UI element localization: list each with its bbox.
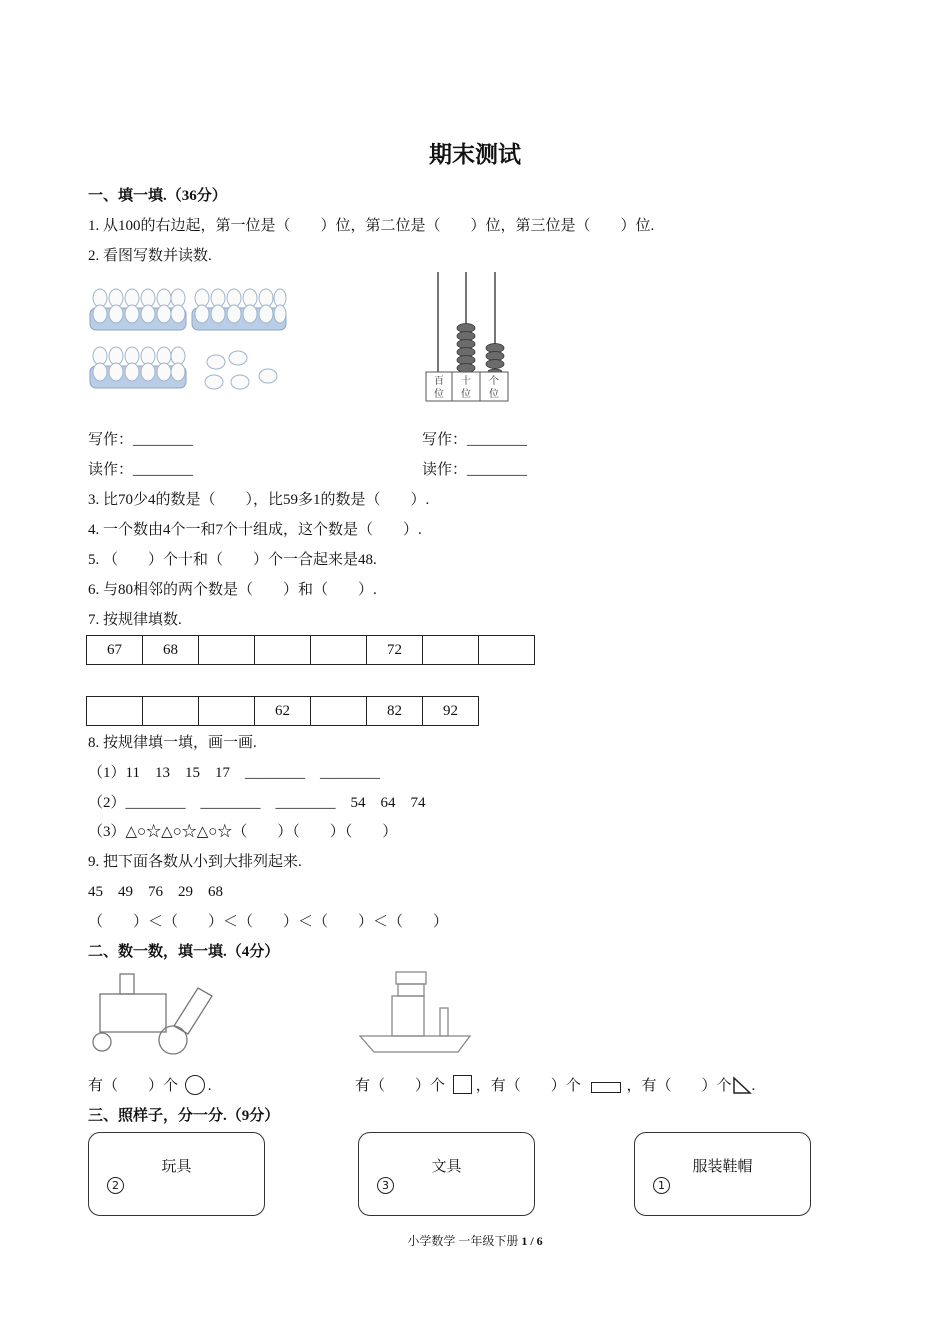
count-circles-text [88, 1074, 212, 1095]
sequence-cell[interactable] [87, 697, 143, 726]
count-rectangles-label: ，有（ ）个 [475, 1078, 581, 1094]
category-number: 3 [377, 1177, 394, 1194]
question-6: 6. 与80相邻的两个数是（ ）和（ ）. [88, 582, 377, 598]
period: . [751, 1078, 756, 1094]
count-triangles-label: ，有（ ）个 [626, 1078, 732, 1094]
question-9-ordering: （ ）＜（ ）＜（ ）＜（ ）＜（ ） [88, 914, 449, 930]
category-box-stationery [358, 1132, 535, 1216]
category-number: 2 [107, 1177, 124, 1194]
category-box-toys [88, 1132, 265, 1216]
sequence-cell[interactable] [199, 697, 255, 726]
count-circles-label: 有（ ）个 [88, 1078, 179, 1094]
sequence-cell: 67 [87, 636, 143, 665]
question-8-part-3: （3）△○☆△○☆△○☆（ ）（ ）（ ） [88, 824, 398, 840]
category-number: 1 [653, 1177, 670, 1194]
sequence-cell: 92 [423, 697, 479, 726]
abacus-label-tens: 十 [461, 376, 471, 387]
question-2: 2. 看图写数并读数. [88, 248, 212, 264]
count-shapes-text [355, 1074, 755, 1095]
triangle-icon [732, 1076, 752, 1094]
svg-text:位: 位 [489, 389, 499, 400]
sequence-cell[interactable] [423, 636, 479, 665]
section-2-header: 二、数一数，填一填.（4分） [88, 944, 280, 960]
sequence-cell[interactable] [143, 697, 199, 726]
question-8-part-1: （1）11 13 15 17 ________ ________ [88, 765, 380, 781]
category-box-clothing [634, 1132, 811, 1216]
sequence-cell: 72 [367, 636, 423, 665]
question-1: 1. 从100的右边起，第一位是（ ）位，第二位是（ ）位，第三位是（ ）位. [88, 218, 655, 234]
section-1-header: 一、填一填.（36分） [88, 188, 227, 204]
svg-text:位: 位 [461, 389, 471, 400]
sequence-cell[interactable] [199, 636, 255, 665]
question-7: 7. 按规律填数. [88, 612, 182, 628]
svg-text:位: 位 [434, 389, 444, 400]
question-8: 8. 按规律填一填，画一画. [88, 735, 257, 751]
square-icon [453, 1075, 472, 1094]
abacus-label-ones: 个 [489, 376, 499, 387]
page-number: 1 / 6 [521, 1234, 543, 1248]
sequence-cell[interactable] [311, 697, 367, 726]
write-answer-right: 写作：________ [422, 432, 528, 448]
question-4: 4. 一个数由4个一和7个十组成，这个数是（ ）. [88, 522, 422, 538]
question-9-numbers: 45 49 76 29 68 [88, 884, 224, 900]
period: . [207, 1078, 212, 1094]
circle-icon [185, 1075, 205, 1095]
tractor-shape-figure [88, 970, 218, 1058]
sequence-table-1 [86, 635, 535, 665]
abacus-illustration [420, 268, 515, 403]
category-label: 文具 [431, 1159, 462, 1175]
category-label: 玩具 [161, 1159, 192, 1175]
footer-text: 小学数学 一年级下册 [407, 1234, 522, 1248]
sequence-cell[interactable] [255, 636, 311, 665]
egg-cartons-illustration [88, 282, 288, 402]
question-3: 3. 比70少4的数是（ ），比59多1的数是（ ）. [88, 492, 430, 508]
question-8-part-2: （2）________ ________ ________ 54 64 74 [88, 795, 426, 811]
sequence-cell[interactable] [479, 636, 535, 665]
page-footer [0, 1232, 950, 1249]
sequence-cell: 68 [143, 636, 199, 665]
count-squares-label: 有（ ）个 [355, 1078, 446, 1094]
section-3-header: 三、照样子，分一分.（9分） [88, 1108, 280, 1124]
read-answer-right: 读作：________ [422, 462, 528, 478]
rectangle-icon [591, 1082, 621, 1093]
page-title: 期末测试 [429, 142, 521, 167]
boat-shape-figure [358, 970, 478, 1058]
question-9: 9. 把下面各数从小到大排列起来. [88, 854, 302, 870]
sequence-cell[interactable] [311, 636, 367, 665]
abacus-label-hundreds: 百 [434, 376, 444, 387]
sequence-cell: 82 [367, 697, 423, 726]
sequence-table-2 [86, 696, 479, 726]
write-answer-left: 写作：________ [88, 432, 194, 448]
category-label: 服装鞋帽 [692, 1159, 753, 1175]
question-5: 5. （ ）个十和（ ）个一合起来是48. [88, 552, 377, 568]
sequence-cell: 62 [255, 697, 311, 726]
read-answer-left: 读作：________ [88, 462, 194, 478]
